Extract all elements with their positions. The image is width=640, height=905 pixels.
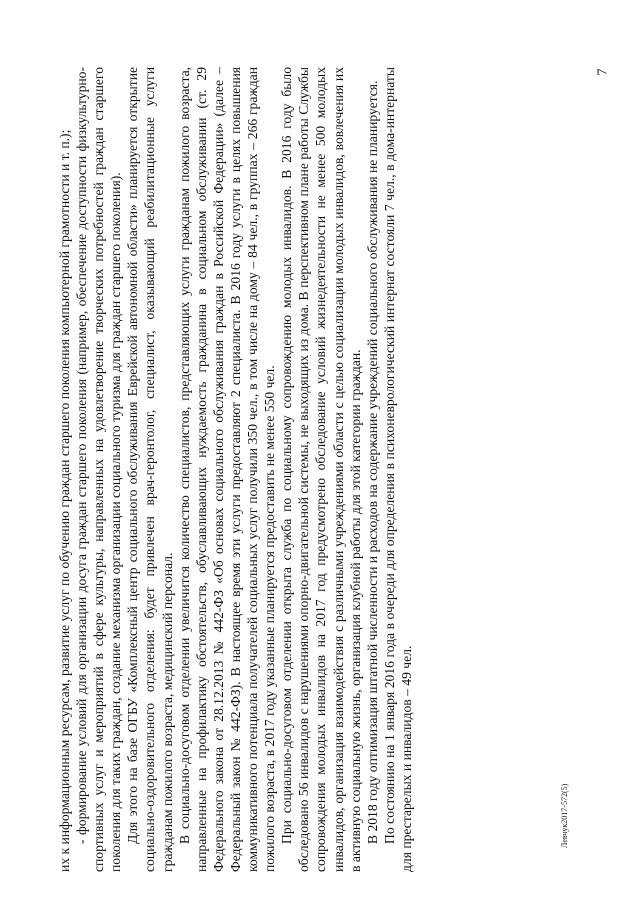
paragraph-3: Для этого на базе ОГБУ «Комплексный центр социального обслуживания Еврейской автономной области» планируется открытие социально-оздоровительного отделения: будет привлечен врач-геронтолог, специалист, оказывающий реабилитационные услуги гражданам пожилого возраста, медицинский персонал. <box>125 67 175 872</box>
paragraph-4: В социально-досуговом отделении увеличится количество специалистов, представляющих услуги гражданам пожилого возраста, направленные на профилактику обстоятельств, обуславливающих нуждаемость гражданина в социальном обслуживании (ст. 29 Федерального закона от 28.12.2013 № 442-ФЗ «Об основах социального обслуживания граждан в Российской Федерации» (далее – Федеральный закон № 442-ФЗ). В настоящее время эти услуги предоставляют 2 специалиста. В 2016 году услуги в целях повышения коммуникативного потенциала получателей социальных услуг получили 350 чел., в том числе на дому – 84 чел., в группах – 266 граждан пожилого возраста, в 2017 году указанные планируется предоставить не менее 550 чел. <box>176 67 278 872</box>
paragraph-5: При социально-досуговом отделении открыта служба по социальному сопровождению молодых инвалидов. В 2016 году было обследовано 56 инвалидов с нарушениями опорно-двигательной системы, не выходящих из дома. В перспективном плане работы Службы сопровождения молодых инвалидов на 2017 год предусмотрено обследование условий жизнедеятельности не менее 500 молодых инвалидов, организация взаимодействия с различными учреждениями области с целью социализации молодых инвалидов, вовлечения их в активную социальную жизнь, организация клубной работы для этой категории граждан. <box>279 67 363 872</box>
page-number: 7 <box>595 68 611 76</box>
paragraph-2: - формирование условий для организации досуга граждан старшего поколения (например, обеспечение доступности физкультурно-спортивных услуг и мероприятий в сфере культуры, направленных на удовлетворение творческих потребностей граждан старшего поколения для таких граждан, создание механизма организации социального туризма для граждан старшего поколения). <box>74 67 124 872</box>
document-body <box>56 67 536 872</box>
footer-code: Левчук2017-572(5) <box>560 783 569 848</box>
paragraph-7: По состоянию на 1 января 2016 года в очереди для определения в психоневрологический интернат состояли 7 чел., в дома-интернаты для престарелых и инвалидов – 49 чел. <box>381 67 414 872</box>
paragraph-6: В 2018 году оптимизация штатной численности и расходов на содержание учреждений социального обслуживания не планируется. <box>364 80 380 844</box>
paragraph-1: их к информационным ресурсам, развитие услуг по обучению граждан старшего поколения компьютерной грамотности и т. п.); <box>57 129 72 872</box>
